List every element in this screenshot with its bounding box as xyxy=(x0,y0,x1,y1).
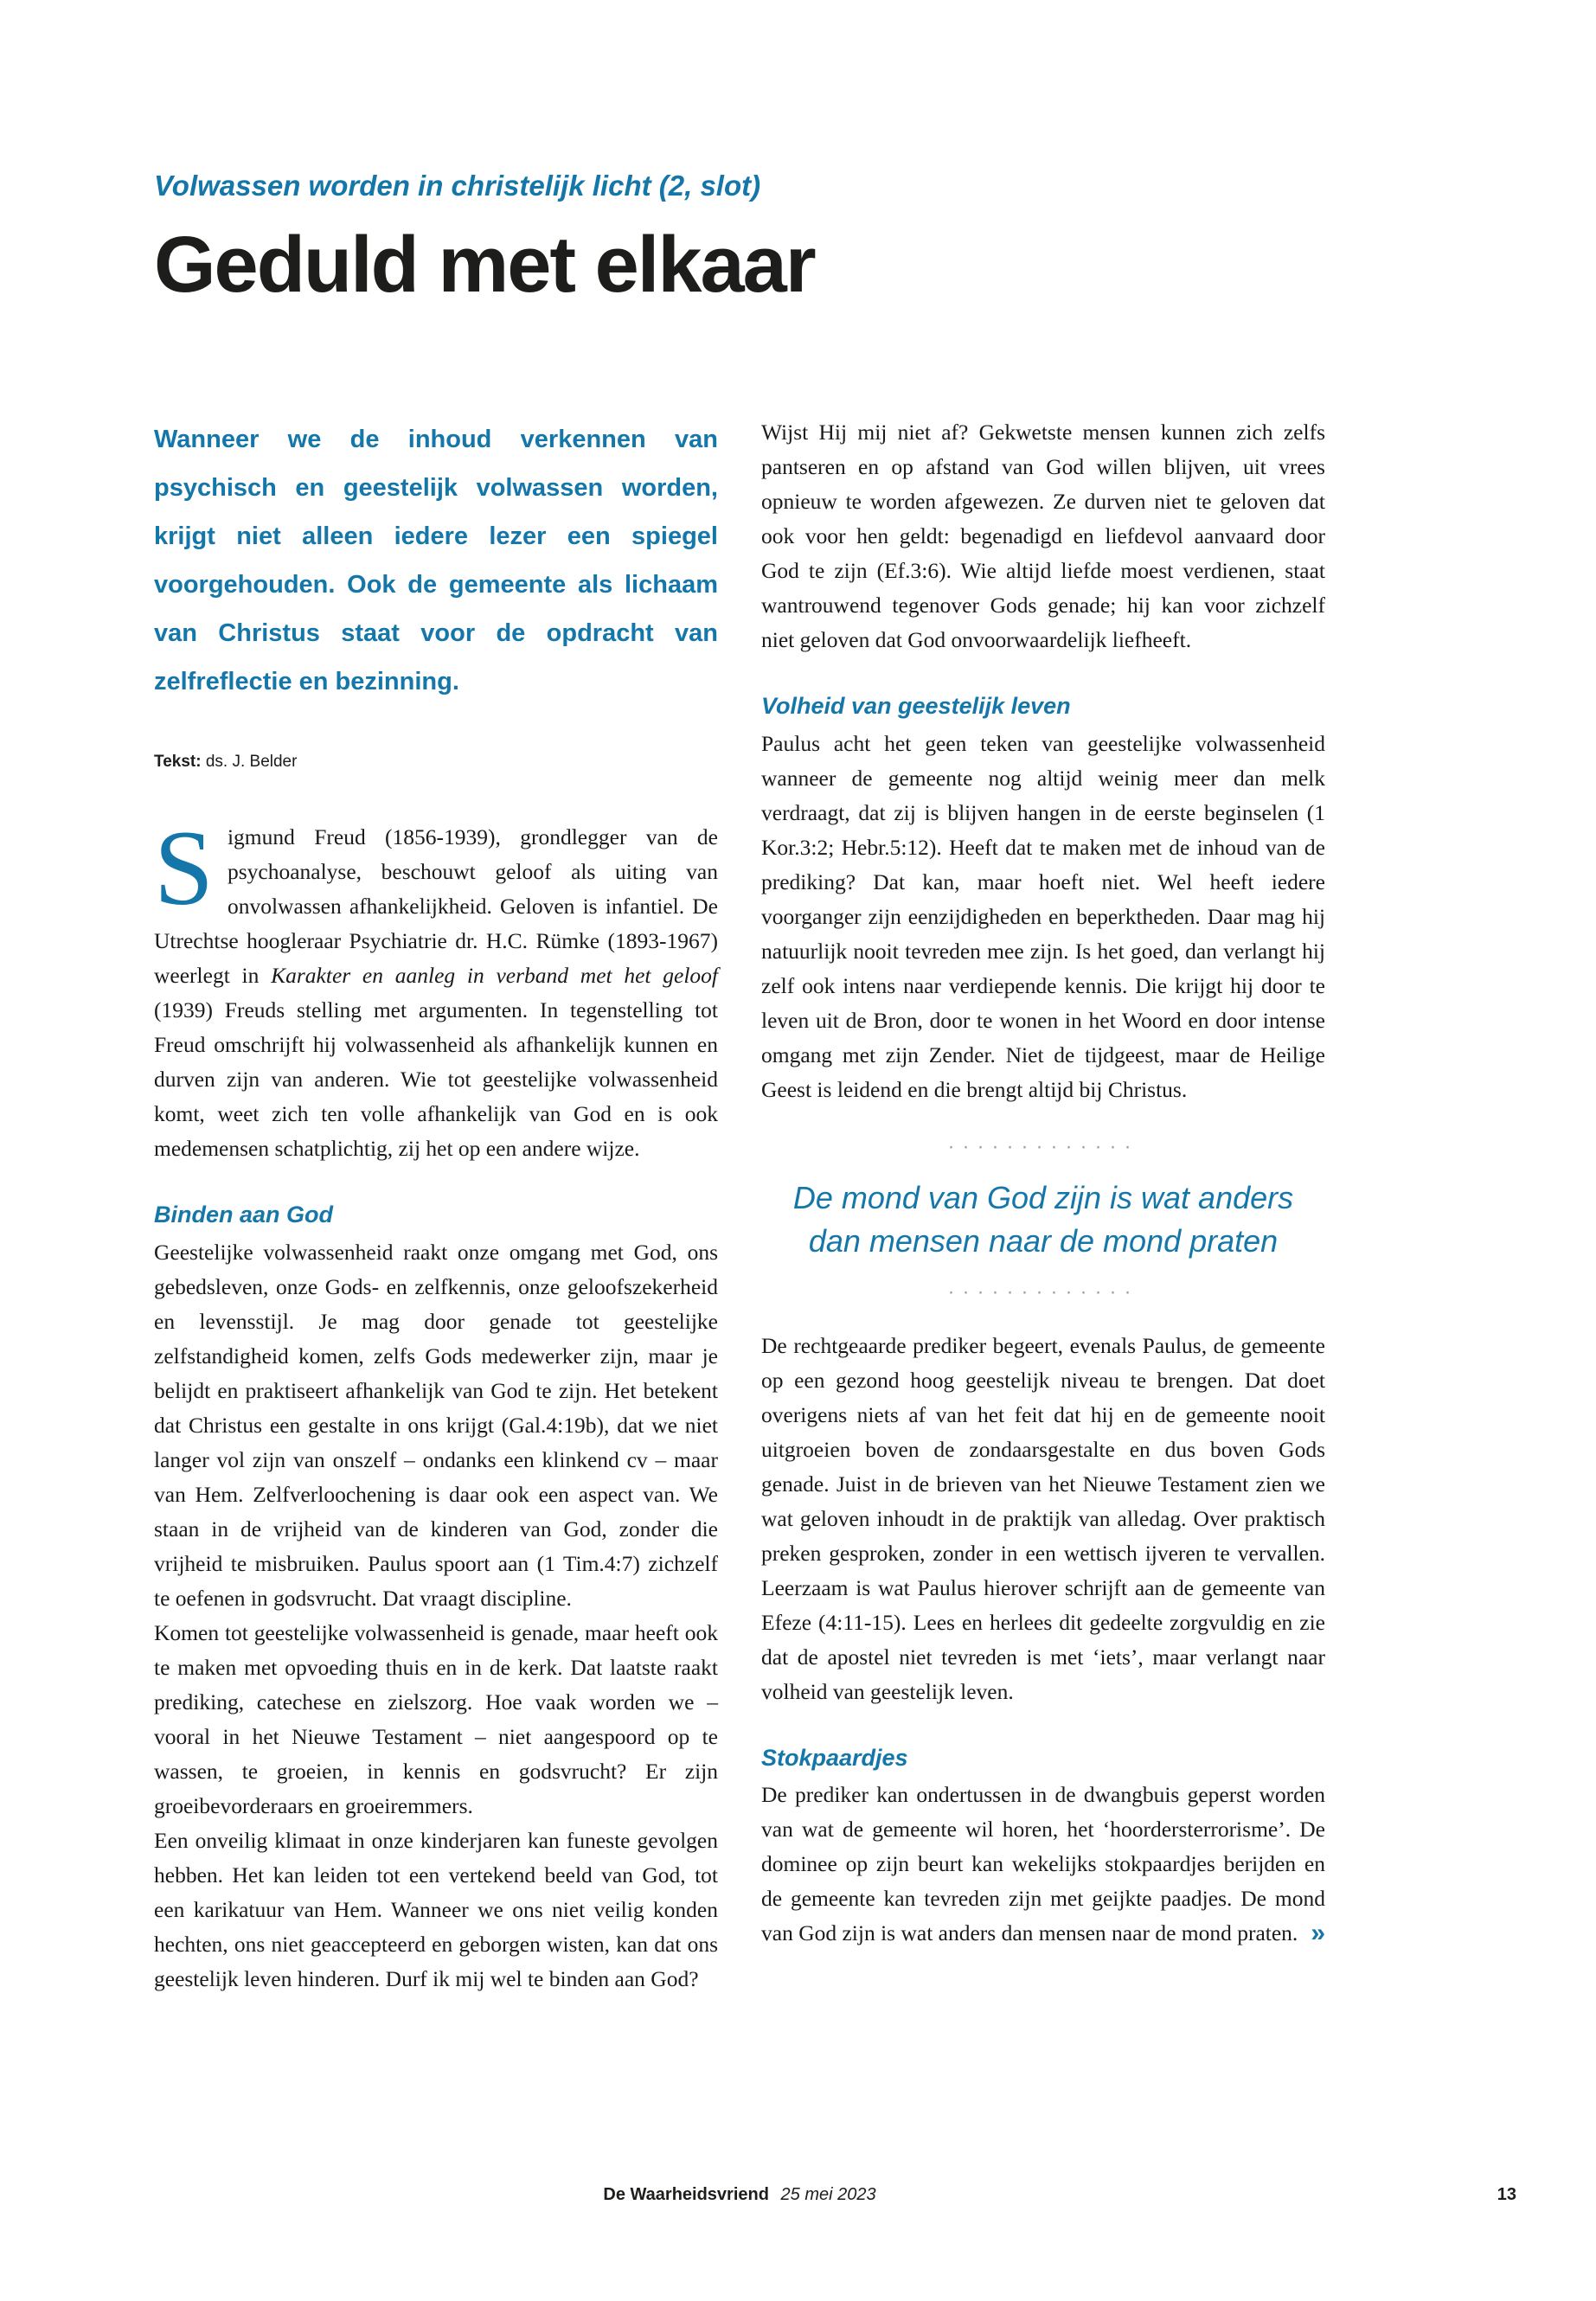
page-footer xyxy=(0,2185,1596,2220)
body-paragraph-last xyxy=(761,1778,1325,1951)
body-paragraph: Geestelijke volwassenheid raakt onze omgang met God, ons gebedsleven, onze Gods- en zelfkennis, onze geloofszekerheid en levensstijl. Je mag door genade tot geestelijke zelfstandigheid komen, zelfs Gods medewerker zijn, maar je belijdt en praktiseert afhankelijk van God te zijn. Het betekent dat Christus een gestalte in ons krijgt (Gal.4:19b), dat we niet langer vol zijn van onszelf – ondanks een klinkend cv – maar van Hem. Zelfverloochening is daar ook een aspect van. We staan in de vrijheid van de kinderen van God, zonder die vrijheid te misbruiken. Paulus spoort aan (1 Tim.4:7) zichzelf te oefenen in godsvrucht. Dat vraagt discipline. xyxy=(154,1239,718,1611)
pull-quote-dots-top: ············· xyxy=(947,1134,1139,1158)
opening-text-part1: igmund Freud (1856-1939), grondlegger van de psychoanalyse, beschouwt geloof als uiting van onvolwassen afhankelijkheid. Geloven is infantiel. De Utrechtse hoogleraar Psychiatrie dr. H.C. Rümke (1893-1967) weerlegt in xyxy=(154,824,718,988)
footer-center xyxy=(154,2185,1325,2205)
page-content xyxy=(154,0,1325,1997)
pull-quote xyxy=(761,1134,1325,1304)
byline-label: Tekst: xyxy=(154,752,202,771)
section-heading-binden-aan-god: Binden aan God xyxy=(154,1201,334,1227)
article-columns xyxy=(154,415,1325,1997)
book-title: Karakter en aanleg in verband met het geloof xyxy=(271,962,718,988)
last-paragraph-text: De prediker kan ondertussen in de dwangbuis geperst worden van wat de gemeente wil horen, het ‘hoordersterrorisme’. De dominee op zijn beurt kan wekelijks stokpaardjes berijden en de gemeente kan tevreden zijn met geijkte paadjes. De mond van God zijn is wat anders dan mensen naar de mond praten. xyxy=(761,1782,1325,1946)
section-heading-stokpaardjes: Stokpaardjes xyxy=(761,1744,908,1771)
opening-paragraph xyxy=(154,808,718,1166)
body-paragraph: De rechtgeaarde prediker begeert, evenals Paulus, de gemeente op een gezond hoog geestelijk niveau te brengen. Dat doet overigens niets af van het feit dat hij en de gemeente nooit uitgroeien boven de zondaarsgestalte en dus boven Gods genade. Juist in de brieven van het Nieuwe Testament zien we wat geloven inhoudt in de praktijk van alledag. Over praktisch preken gesproken, zonder in een wettisch ijveren te vervallen. Leerzaam is wat Paulus hierover schrijft aan de gemeente van Efeze (4:11-15). Lees en herlees dit gedeelte zorgvuldig en zie dat de apostel niet tevreden is met ‘iets’, maar verlangt naar volheid van geestelijk leven. xyxy=(761,1332,1325,1704)
pull-quote-line-2: dan mensen naar de mond praten xyxy=(808,1222,1279,1259)
page-title: Geduld met elkaar xyxy=(154,220,815,309)
article-kicker: Volwassen worden in christelijk licht (2, slot) xyxy=(154,170,761,202)
pull-quote-text xyxy=(761,1176,1325,1263)
intro-paragraph: Wanneer we de inhoud verkennen van psychisch en geestelijk volwassen worden, krijgt niet alleen iedere lezer een spiegel voorgehouden. Ook de gemeente als lichaam van Christus staat voor de opdracht van zelfreflectie en bezinning. xyxy=(154,425,718,695)
opening-text-part2: (1939) Freuds stelling met argumenten. In tegenstelling tot Freud omschrijft hij volwassenheid als afhankelijk kunnen en durven zijn van anderen. Wie tot geestelijke volwassenheid komt, weet zich ten volle afhankelijk van God en is ook medemensen schatplichtig, zij het op een andere wijze. xyxy=(154,997,718,1161)
column-left xyxy=(154,415,718,1997)
byline-name: ds. J. Belder xyxy=(205,752,298,771)
body-paragraph: Komen tot geestelijke volwassenheid is genade, maar heeft ook te maken met opvoeding thuis en in de kerk. Dat laatste raakt prediking, catechese en zielszorg. Hoe vaak worden we – vooral in het Nieuwe Testament – niet aangespoord op te wassen, te groeien, in kennis en godsvrucht? Er zijn groeibevorderaars en groeiremmers. xyxy=(154,1619,718,1818)
footer-date: 25 mei 2023 xyxy=(780,2185,876,2204)
body-paragraph: Een onveilig klimaat in onze kinderjaren kan funeste gevolgen hebben. Het kan leiden tot een vertekend beeld van God, tot een karikatuur van Hem. Wanneer we ons niet veilig konden hechten, ons niet geaccepteerd en geborgen wisten, kan dat ons geestelijk leven hinderen. Durf ik mij wel te binden aan God? xyxy=(154,1827,718,1991)
footer-magazine-name: De Waarheidsvriend xyxy=(603,2185,769,2204)
byline xyxy=(154,753,718,772)
page-number: 13 xyxy=(1497,2185,1516,2204)
body-paragraph: Wijst Hij mij niet af? Gekwetste mensen kunnen zich zelfs pantseren en op afstand van God willen blijven, uit vrees opnieuw te worden afgewezen. Ze durven niet te geloven dat ook voor hen geldt: begenadigd en liefdevol aanvaard door God te zijn (Ef.3:6). Wie altijd liefde moest verdienen, staat wantrouwend tegenover Gods genade; hij kan voor zichzelf niet geloven dat God onvoorwaardelijk liefheeft. xyxy=(761,419,1325,652)
pull-quote-line-1: De mond van God zijn is wat anders xyxy=(792,1179,1294,1215)
section-heading-volheid: Volheid van geestelijk leven xyxy=(761,692,1071,719)
drop-cap: S xyxy=(154,808,214,927)
continued-marker: » xyxy=(1311,1919,1325,1948)
body-paragraph: Paulus acht het geen teken van geestelijke volwassenheid wanneer de gemeente nog altijd weinig meer dan melk verdraagt, dat zij is blijven hangen in de eerste beginselen (1 Kor.3:2; Hebr.5:12). Heeft dat te maken met de inhoud van de prediking? Dat kan, maar hoeft niet. Wel heeft iedere voorganger zijn eenzijdigheden en beperktheden. Daar mag hij natuurlijk nooit tevreden mee zijn. Is het goed, dan verlangt hij zelf ook intens naar verdiepende kennis. Die krijgt hij door te leven uit de Bron, door te wonen in het Woord en door intense omgang met zijn Zender. Niet de tijdgeest, maar de Heilige Geest is leidend en die brengt altijd bij Christus. xyxy=(761,730,1325,1102)
column-right xyxy=(761,415,1325,1951)
pull-quote-dots-bottom: ············· xyxy=(947,1279,1139,1304)
